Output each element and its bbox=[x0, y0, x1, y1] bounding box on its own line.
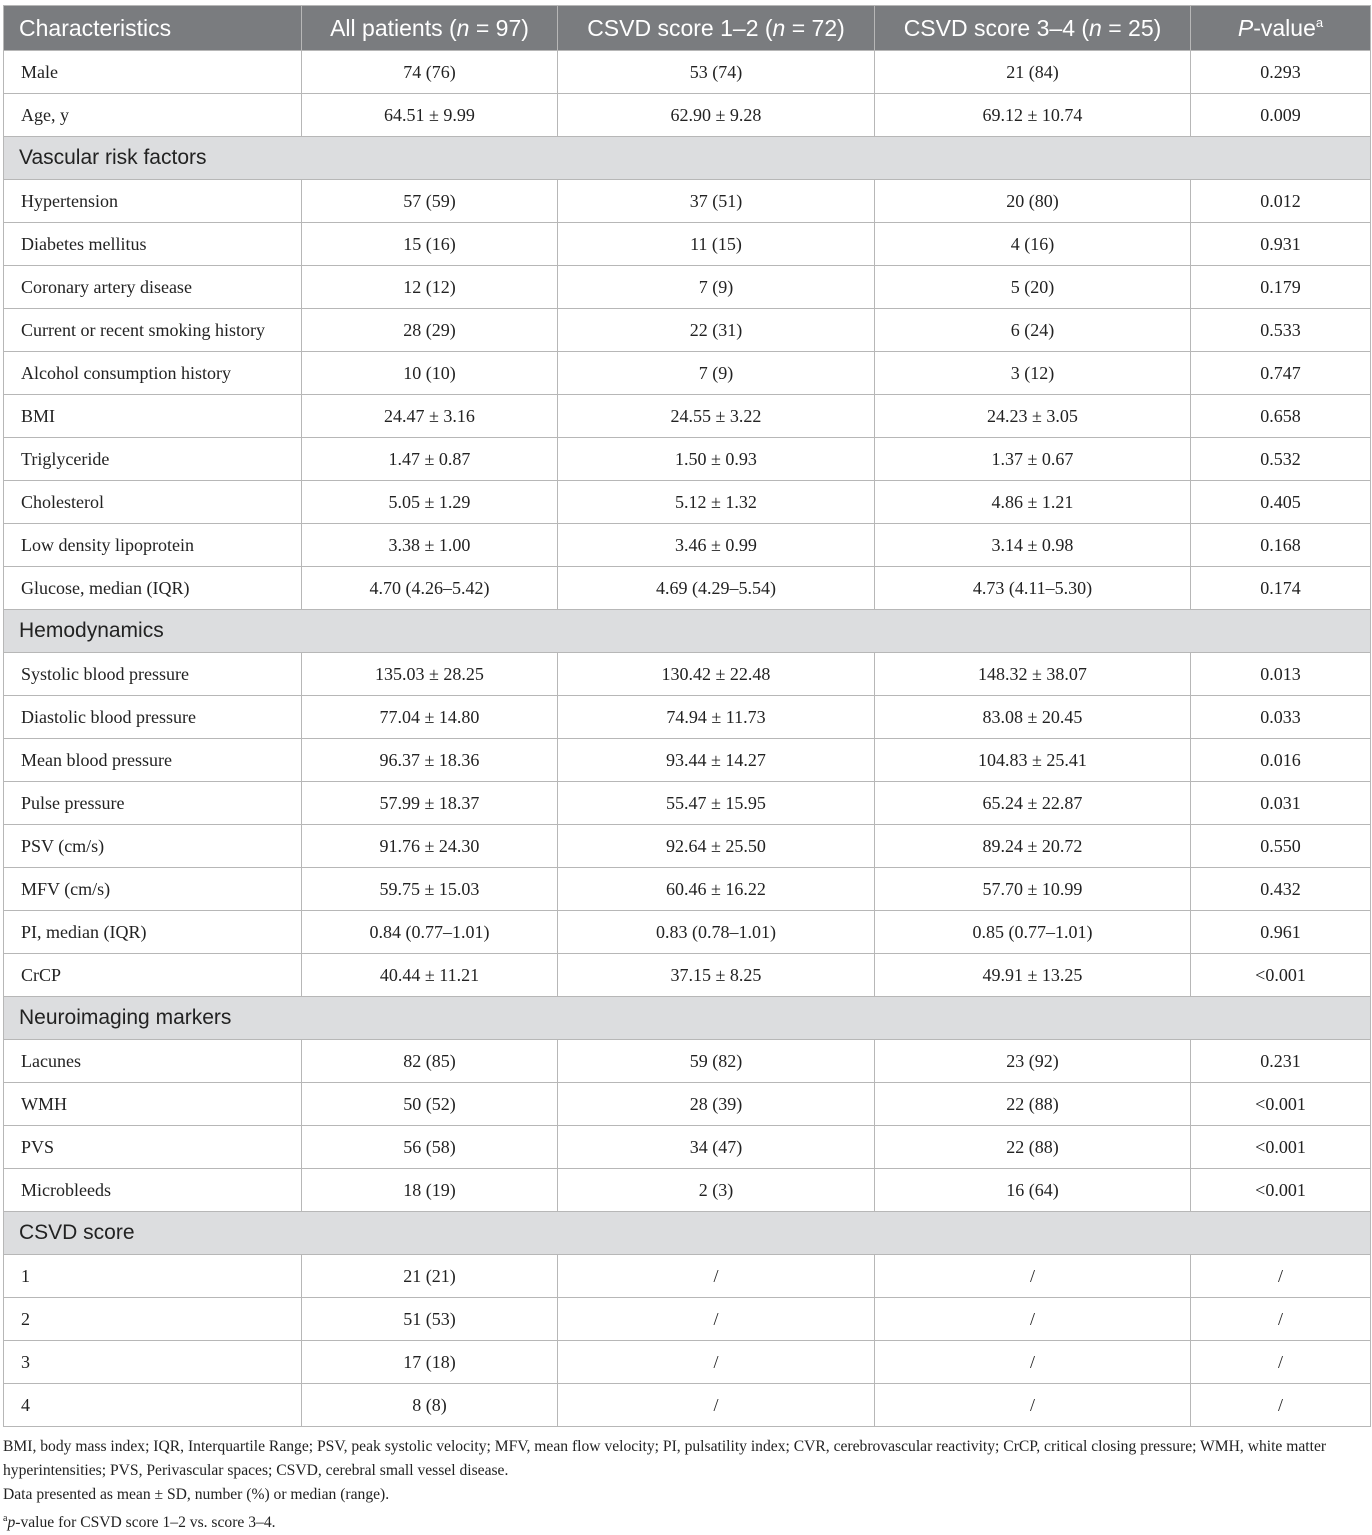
table-row bbox=[4, 223, 1371, 266]
table-row bbox=[4, 954, 1371, 997]
value-csvd-1-2: 7 (9) bbox=[558, 266, 875, 309]
value-csvd-1-2: 5.12 ± 1.32 bbox=[558, 481, 875, 524]
table-container bbox=[3, 5, 1370, 1535]
row-label: PSV (cm/s) bbox=[4, 825, 302, 868]
value-csvd-1-2: 24.55 ± 3.22 bbox=[558, 395, 875, 438]
value-csvd-3-4: 3 (12) bbox=[875, 352, 1191, 395]
value-csvd-1-2: 62.90 ± 9.28 bbox=[558, 94, 875, 137]
value-p: 0.168 bbox=[1191, 524, 1371, 567]
value-csvd-3-4: 104.83 ± 25.41 bbox=[875, 739, 1191, 782]
section-header-row bbox=[4, 1212, 1371, 1255]
value-p: 0.931 bbox=[1191, 223, 1371, 266]
row-label: WMH bbox=[4, 1083, 302, 1126]
value-csvd-3-4: 89.24 ± 20.72 bbox=[875, 825, 1191, 868]
row-label: 1 bbox=[4, 1255, 302, 1298]
value-csvd-1-2: 22 (31) bbox=[558, 309, 875, 352]
row-label: Diastolic blood pressure bbox=[4, 696, 302, 739]
value-all-patients: 96.37 ± 18.36 bbox=[302, 739, 558, 782]
value-all-patients: 40.44 ± 11.21 bbox=[302, 954, 558, 997]
table-footnotes bbox=[3, 1435, 1370, 1535]
row-label: Pulse pressure bbox=[4, 782, 302, 825]
value-all-patients: 15 (16) bbox=[302, 223, 558, 266]
footnote-pvalue-p: p bbox=[7, 1514, 16, 1531]
value-p: 0.231 bbox=[1191, 1040, 1371, 1083]
table-row bbox=[4, 1255, 1371, 1298]
value-p: 0.747 bbox=[1191, 352, 1371, 395]
value-p: 0.013 bbox=[1191, 653, 1371, 696]
row-label: Cholesterol bbox=[4, 481, 302, 524]
value-csvd-1-2: 37 (51) bbox=[558, 180, 875, 223]
header-low-n: n bbox=[772, 14, 786, 41]
value-all-patients: 56 (58) bbox=[302, 1126, 558, 1169]
table-row bbox=[4, 1384, 1371, 1427]
section-title: Hemodynamics bbox=[4, 610, 1371, 653]
header-high-n: n bbox=[1089, 14, 1102, 41]
value-csvd-3-4: 69.12 ± 10.74 bbox=[875, 94, 1191, 137]
value-all-patients: 24.47 ± 3.16 bbox=[302, 395, 558, 438]
section-header-row bbox=[4, 137, 1371, 180]
value-csvd-3-4: / bbox=[875, 1384, 1191, 1427]
row-label: Systolic blood pressure bbox=[4, 653, 302, 696]
footnote-pvalue-text: -value for CSVD score 1–2 vs. score 3–4. bbox=[15, 1514, 276, 1531]
value-p: / bbox=[1191, 1384, 1371, 1427]
value-all-patients: 1.47 ± 0.87 bbox=[302, 438, 558, 481]
row-label: 3 bbox=[4, 1341, 302, 1384]
table-row bbox=[4, 309, 1371, 352]
table-row bbox=[4, 911, 1371, 954]
value-csvd-1-2: 28 (39) bbox=[558, 1083, 875, 1126]
row-label: Microbleeds bbox=[4, 1169, 302, 1212]
value-p: / bbox=[1191, 1341, 1371, 1384]
value-csvd-1-2: 93.44 ± 14.27 bbox=[558, 739, 875, 782]
value-csvd-3-4: 57.70 ± 10.99 bbox=[875, 868, 1191, 911]
value-csvd-1-2: 53 (74) bbox=[558, 51, 875, 94]
table-row bbox=[4, 51, 1371, 94]
value-csvd-3-4: 3.14 ± 0.98 bbox=[875, 524, 1191, 567]
value-p: <0.001 bbox=[1191, 1083, 1371, 1126]
value-csvd-1-2: 59 (82) bbox=[558, 1040, 875, 1083]
row-label: Hypertension bbox=[4, 180, 302, 223]
footnote-data-note: Data presented as mean ± SD, number (%) or median (range). bbox=[3, 1486, 390, 1503]
value-all-patients: 8 (8) bbox=[302, 1384, 558, 1427]
header-csvd-high bbox=[875, 6, 1191, 51]
row-label: 4 bbox=[4, 1384, 302, 1427]
table-row bbox=[4, 567, 1371, 610]
value-p: 0.405 bbox=[1191, 481, 1371, 524]
row-label: CrCP bbox=[4, 954, 302, 997]
value-csvd-3-4: 4.73 (4.11–5.30) bbox=[875, 567, 1191, 610]
section-title: Neuroimaging markers bbox=[4, 997, 1371, 1040]
characteristics-table bbox=[3, 5, 1371, 1427]
header-p-footnote-marker: a bbox=[1315, 14, 1324, 30]
value-p: 0.658 bbox=[1191, 395, 1371, 438]
footnote-abbreviations: BMI, body mass index; IQR, Interquartile Range; PSV, peak systolic velocity; MFV, mean flow velocity; PI, pulsatility index; CVR, cerebrovascular reactivity; CrCP, critical closing pressure; WMH, white matter hyperintensities; PVS, Perivascular spaces; CSVD, cerebral small vessel disease. bbox=[3, 1438, 1327, 1479]
value-all-patients: 50 (52) bbox=[302, 1083, 558, 1126]
header-high-pre: CSVD score 3–4 ( bbox=[903, 14, 1090, 41]
header-all-post: = 97) bbox=[469, 14, 529, 41]
value-csvd-3-4: 5 (20) bbox=[875, 266, 1191, 309]
value-csvd-3-4: 4.86 ± 1.21 bbox=[875, 481, 1191, 524]
table-row bbox=[4, 266, 1371, 309]
value-all-patients: 74 (76) bbox=[302, 51, 558, 94]
value-csvd-1-2: 4.69 (4.29–5.54) bbox=[558, 567, 875, 610]
value-all-patients: 3.38 ± 1.00 bbox=[302, 524, 558, 567]
row-label: 2 bbox=[4, 1298, 302, 1341]
value-p: 0.174 bbox=[1191, 567, 1371, 610]
value-all-patients: 18 (19) bbox=[302, 1169, 558, 1212]
value-csvd-3-4: / bbox=[875, 1341, 1191, 1384]
value-all-patients: 4.70 (4.26–5.42) bbox=[302, 567, 558, 610]
row-label: Coronary artery disease bbox=[4, 266, 302, 309]
value-all-patients: 57 (59) bbox=[302, 180, 558, 223]
row-label: Lacunes bbox=[4, 1040, 302, 1083]
header-row bbox=[4, 6, 1371, 51]
section-header-row bbox=[4, 997, 1371, 1040]
value-p: 0.533 bbox=[1191, 309, 1371, 352]
table-row bbox=[4, 825, 1371, 868]
value-all-patients: 64.51 ± 9.99 bbox=[302, 94, 558, 137]
header-high-post: = 25) bbox=[1101, 14, 1162, 41]
table-row bbox=[4, 782, 1371, 825]
value-p: 0.961 bbox=[1191, 911, 1371, 954]
row-label: Low density lipoprotein bbox=[4, 524, 302, 567]
value-csvd-3-4: 148.32 ± 38.07 bbox=[875, 653, 1191, 696]
value-csvd-3-4: 21 (84) bbox=[875, 51, 1191, 94]
value-csvd-1-2: / bbox=[558, 1298, 875, 1341]
row-label: BMI bbox=[4, 395, 302, 438]
row-label: PI, median (IQR) bbox=[4, 911, 302, 954]
row-label: Triglyceride bbox=[4, 438, 302, 481]
table-body bbox=[4, 51, 1371, 1427]
value-csvd-3-4: 83.08 ± 20.45 bbox=[875, 696, 1191, 739]
table-row bbox=[4, 481, 1371, 524]
row-label: Diabetes mellitus bbox=[4, 223, 302, 266]
value-csvd-3-4: 65.24 ± 22.87 bbox=[875, 782, 1191, 825]
value-all-patients: 57.99 ± 18.37 bbox=[302, 782, 558, 825]
header-characteristics: Characteristics bbox=[4, 6, 302, 51]
value-p: 0.012 bbox=[1191, 180, 1371, 223]
row-label: MFV (cm/s) bbox=[4, 868, 302, 911]
value-csvd-3-4: 0.85 (0.77–1.01) bbox=[875, 911, 1191, 954]
header-all-patients bbox=[302, 6, 558, 51]
header-low-pre: CSVD score 1–2 ( bbox=[587, 14, 773, 41]
value-csvd-1-2: 92.64 ± 25.50 bbox=[558, 825, 875, 868]
value-p: 0.293 bbox=[1191, 51, 1371, 94]
value-all-patients: 5.05 ± 1.29 bbox=[302, 481, 558, 524]
value-all-patients: 17 (18) bbox=[302, 1341, 558, 1384]
table-row bbox=[4, 868, 1371, 911]
value-csvd-1-2: 37.15 ± 8.25 bbox=[558, 954, 875, 997]
table-row bbox=[4, 739, 1371, 782]
value-csvd-3-4: 4 (16) bbox=[875, 223, 1191, 266]
header-all-pre: All patients ( bbox=[330, 14, 457, 41]
value-p: <0.001 bbox=[1191, 1126, 1371, 1169]
value-csvd-3-4: 22 (88) bbox=[875, 1126, 1191, 1169]
header-p-value bbox=[1191, 6, 1371, 51]
value-p: <0.001 bbox=[1191, 1169, 1371, 1212]
section-title: CSVD score bbox=[4, 1212, 1371, 1255]
footnote-pvalue bbox=[3, 1507, 1370, 1535]
value-csvd-1-2: 2 (3) bbox=[558, 1169, 875, 1212]
value-csvd-1-2: / bbox=[558, 1255, 875, 1298]
table-row bbox=[4, 1341, 1371, 1384]
value-all-patients: 51 (53) bbox=[302, 1298, 558, 1341]
value-p: 0.532 bbox=[1191, 438, 1371, 481]
row-label: Glucose, median (IQR) bbox=[4, 567, 302, 610]
row-label: Age, y bbox=[4, 94, 302, 137]
value-all-patients: 0.84 (0.77–1.01) bbox=[302, 911, 558, 954]
value-csvd-3-4: 20 (80) bbox=[875, 180, 1191, 223]
table-row bbox=[4, 524, 1371, 567]
table-row bbox=[4, 395, 1371, 438]
row-label: Alcohol consumption history bbox=[4, 352, 302, 395]
table-row bbox=[4, 94, 1371, 137]
value-csvd-3-4: / bbox=[875, 1298, 1191, 1341]
value-p: 0.550 bbox=[1191, 825, 1371, 868]
section-title: Vascular risk factors bbox=[4, 137, 1371, 180]
header-low-post: = 72) bbox=[785, 14, 845, 41]
value-p: 0.031 bbox=[1191, 782, 1371, 825]
footnote-pvalue-marker: a bbox=[3, 1513, 8, 1524]
value-csvd-1-2: 130.42 ± 22.48 bbox=[558, 653, 875, 696]
value-csvd-1-2: 11 (15) bbox=[558, 223, 875, 266]
table-row bbox=[4, 180, 1371, 223]
header-p-rest: -value bbox=[1253, 14, 1316, 41]
value-p: <0.001 bbox=[1191, 954, 1371, 997]
table-header bbox=[4, 6, 1371, 51]
value-csvd-3-4: 49.91 ± 13.25 bbox=[875, 954, 1191, 997]
value-csvd-3-4: 23 (92) bbox=[875, 1040, 1191, 1083]
header-all-n: n bbox=[456, 14, 470, 41]
value-all-patients: 59.75 ± 15.03 bbox=[302, 868, 558, 911]
value-csvd-3-4: 6 (24) bbox=[875, 309, 1191, 352]
value-csvd-3-4: 22 (88) bbox=[875, 1083, 1191, 1126]
value-csvd-1-2: / bbox=[558, 1341, 875, 1384]
value-p: 0.432 bbox=[1191, 868, 1371, 911]
value-p: 0.016 bbox=[1191, 739, 1371, 782]
value-csvd-1-2: 74.94 ± 11.73 bbox=[558, 696, 875, 739]
value-csvd-3-4: 1.37 ± 0.67 bbox=[875, 438, 1191, 481]
table-row bbox=[4, 1298, 1371, 1341]
row-label: PVS bbox=[4, 1126, 302, 1169]
value-p: / bbox=[1191, 1255, 1371, 1298]
value-csvd-3-4: 16 (64) bbox=[875, 1169, 1191, 1212]
table-row bbox=[4, 352, 1371, 395]
value-csvd-1-2: 34 (47) bbox=[558, 1126, 875, 1169]
row-label: Current or recent smoking history bbox=[4, 309, 302, 352]
value-csvd-1-2: 7 (9) bbox=[558, 352, 875, 395]
table-row bbox=[4, 1040, 1371, 1083]
value-all-patients: 82 (85) bbox=[302, 1040, 558, 1083]
value-all-patients: 21 (21) bbox=[302, 1255, 558, 1298]
value-csvd-1-2: 0.83 (0.78–1.01) bbox=[558, 911, 875, 954]
value-csvd-3-4: 24.23 ± 3.05 bbox=[875, 395, 1191, 438]
value-p: 0.179 bbox=[1191, 266, 1371, 309]
value-all-patients: 91.76 ± 24.30 bbox=[302, 825, 558, 868]
row-label: Male bbox=[4, 51, 302, 94]
value-all-patients: 77.04 ± 14.80 bbox=[302, 696, 558, 739]
table-row bbox=[4, 438, 1371, 481]
value-csvd-1-2: 3.46 ± 0.99 bbox=[558, 524, 875, 567]
table-row bbox=[4, 653, 1371, 696]
value-csvd-1-2: / bbox=[558, 1384, 875, 1427]
value-csvd-1-2: 1.50 ± 0.93 bbox=[558, 438, 875, 481]
value-p: / bbox=[1191, 1298, 1371, 1341]
value-all-patients: 12 (12) bbox=[302, 266, 558, 309]
section-header-row bbox=[4, 610, 1371, 653]
value-csvd-3-4: / bbox=[875, 1255, 1191, 1298]
value-csvd-1-2: 60.46 ± 16.22 bbox=[558, 868, 875, 911]
value-all-patients: 28 (29) bbox=[302, 309, 558, 352]
value-all-patients: 135.03 ± 28.25 bbox=[302, 653, 558, 696]
value-p: 0.033 bbox=[1191, 696, 1371, 739]
value-csvd-1-2: 55.47 ± 15.95 bbox=[558, 782, 875, 825]
table-row bbox=[4, 1126, 1371, 1169]
value-all-patients: 10 (10) bbox=[302, 352, 558, 395]
value-p: 0.009 bbox=[1191, 94, 1371, 137]
row-label: Mean blood pressure bbox=[4, 739, 302, 782]
table-row bbox=[4, 1083, 1371, 1126]
header-csvd-low bbox=[558, 6, 875, 51]
table-row bbox=[4, 696, 1371, 739]
header-p-letter: P bbox=[1237, 14, 1254, 41]
table-row bbox=[4, 1169, 1371, 1212]
